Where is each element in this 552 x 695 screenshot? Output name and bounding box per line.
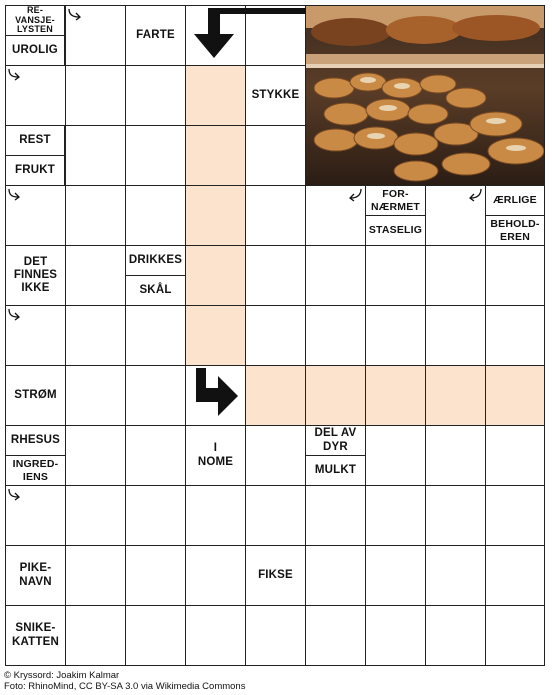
grid-cell[interactable] — [245, 485, 306, 546]
clue-strom: STRØM — [5, 365, 66, 426]
grid-cell[interactable] — [425, 485, 486, 546]
clue-mulkt: MULKT — [305, 455, 366, 486]
grid-cell[interactable] — [65, 605, 126, 666]
pastry-display-photo-icon — [306, 6, 545, 186]
grid-cell[interactable] — [245, 605, 306, 666]
grid-cell[interactable] — [65, 365, 126, 426]
clue-snikekatten: SNIKE- KATTEN — [5, 605, 66, 666]
arrow-left-down-icon — [190, 8, 306, 60]
grid-cell[interactable] — [185, 485, 246, 546]
grid-cell[interactable] — [125, 65, 186, 126]
grid-cell[interactable] — [65, 245, 126, 306]
grid-cell[interactable] — [305, 245, 366, 306]
clue-revansjelysten: RE- VANSJE- LYSTEN — [5, 5, 65, 36]
grid-cell[interactable] — [65, 305, 126, 366]
grid-cell[interactable] — [485, 485, 545, 546]
grid-cell-highlighted[interactable] — [185, 65, 246, 126]
grid-cell[interactable] — [245, 185, 306, 246]
grid-cell[interactable] — [425, 305, 486, 366]
clue-aerlige: ÆRLIGE — [485, 185, 545, 216]
hook-arrow-icon — [7, 488, 23, 502]
grid-cell[interactable] — [65, 545, 126, 606]
clue-skal: SKÅL — [125, 275, 186, 306]
grid-cell[interactable] — [365, 425, 426, 486]
grid-cell[interactable] — [125, 605, 186, 666]
hook-arrow-icon — [7, 188, 23, 202]
grid-cell-highlighted[interactable] — [485, 365, 545, 426]
grid-cell[interactable] — [245, 245, 306, 306]
hook-arrow-icon — [7, 68, 23, 82]
pastry-photo — [305, 5, 545, 186]
grid-cell[interactable] — [185, 545, 246, 606]
clue-ingrediens: INGRED- IENS — [5, 455, 66, 486]
hook-arrow-left-icon — [467, 188, 483, 202]
grid-cell-highlighted[interactable] — [365, 365, 426, 426]
grid-cell[interactable] — [125, 365, 186, 426]
grid-cell-highlighted[interactable] — [245, 365, 306, 426]
clue-del-av-dyr: DEL AV DYR — [305, 425, 366, 456]
grid-cell[interactable] — [245, 125, 306, 186]
grid-cell[interactable] — [305, 605, 366, 666]
grid-cell[interactable] — [425, 245, 486, 306]
grid-cell[interactable] — [365, 305, 426, 366]
grid-cell[interactable] — [125, 305, 186, 366]
clue-fornaermet: FOR- NÆRMET — [365, 185, 426, 216]
grid-cell[interactable] — [65, 425, 126, 486]
grid-cell[interactable] — [365, 485, 426, 546]
clue-staselig: STASELIG — [365, 215, 426, 246]
hook-arrow-left-icon — [347, 188, 363, 202]
grid-cell[interactable] — [365, 245, 426, 306]
grid-cell[interactable] — [245, 305, 306, 366]
grid-cell[interactable] — [65, 65, 126, 126]
grid-cell[interactable] — [425, 545, 486, 606]
credit-photo: Foto: RhinoMind, CC BY-SA 3.0 via Wikimedia Commons — [4, 681, 246, 692]
grid-cell[interactable] — [365, 605, 426, 666]
grid-cell[interactable] — [305, 305, 366, 366]
clue-pikenavn: PIKE- NAVN — [5, 545, 66, 606]
grid-cell[interactable] — [305, 545, 366, 606]
grid-cell-highlighted[interactable] — [185, 185, 246, 246]
grid-cell[interactable] — [485, 305, 545, 366]
clue-frukt: FRUKT — [5, 155, 65, 186]
clue-det-finnes-ikke: DET FINNES IKKE — [5, 245, 66, 306]
grid-cell-highlighted[interactable] — [185, 305, 246, 366]
grid-cell[interactable] — [65, 185, 126, 246]
hook-arrow-icon — [7, 308, 23, 322]
grid-cell[interactable] — [305, 485, 366, 546]
clue-rest: REST — [5, 125, 65, 156]
grid-cell[interactable] — [65, 125, 126, 186]
grid-cell[interactable] — [65, 485, 126, 546]
arrow-down-right-icon — [192, 366, 242, 422]
grid-cell[interactable] — [425, 605, 486, 666]
hook-arrow-icon — [67, 8, 83, 22]
grid-cell[interactable] — [425, 425, 486, 486]
clue-farte: FARTE — [125, 5, 186, 66]
grid-cell[interactable] — [245, 425, 306, 486]
grid-cell[interactable] — [185, 605, 246, 666]
clue-i-nome: I NOME — [185, 425, 246, 486]
grid-cell-highlighted[interactable] — [185, 245, 246, 306]
grid-cell[interactable] — [485, 425, 545, 486]
grid-cell[interactable] — [365, 545, 426, 606]
grid-cell[interactable] — [485, 245, 545, 306]
grid-cell[interactable] — [125, 545, 186, 606]
clue-rhesus: RHESUS — [5, 425, 66, 456]
clue-beholderen: BEHOLD- EREN — [485, 215, 545, 246]
grid-cell[interactable] — [125, 125, 186, 186]
grid-cell[interactable] — [125, 425, 186, 486]
grid-cell-highlighted[interactable] — [425, 365, 486, 426]
grid-cell[interactable] — [125, 485, 186, 546]
grid-cell[interactable] — [485, 545, 545, 606]
grid-cell[interactable] — [125, 185, 186, 246]
grid-cell-highlighted[interactable] — [305, 365, 366, 426]
grid-cell-highlighted[interactable] — [185, 125, 246, 186]
clue-drikkes: DRIKKES — [125, 245, 186, 276]
clue-stykke: STYKKE — [245, 65, 306, 126]
credit-author: © Kryssord: Joakim Kalmar — [4, 670, 120, 681]
clue-fikse: FIKSE — [245, 545, 306, 606]
clue-urolig: UROLIG — [5, 35, 65, 66]
grid-cell[interactable] — [485, 605, 545, 666]
